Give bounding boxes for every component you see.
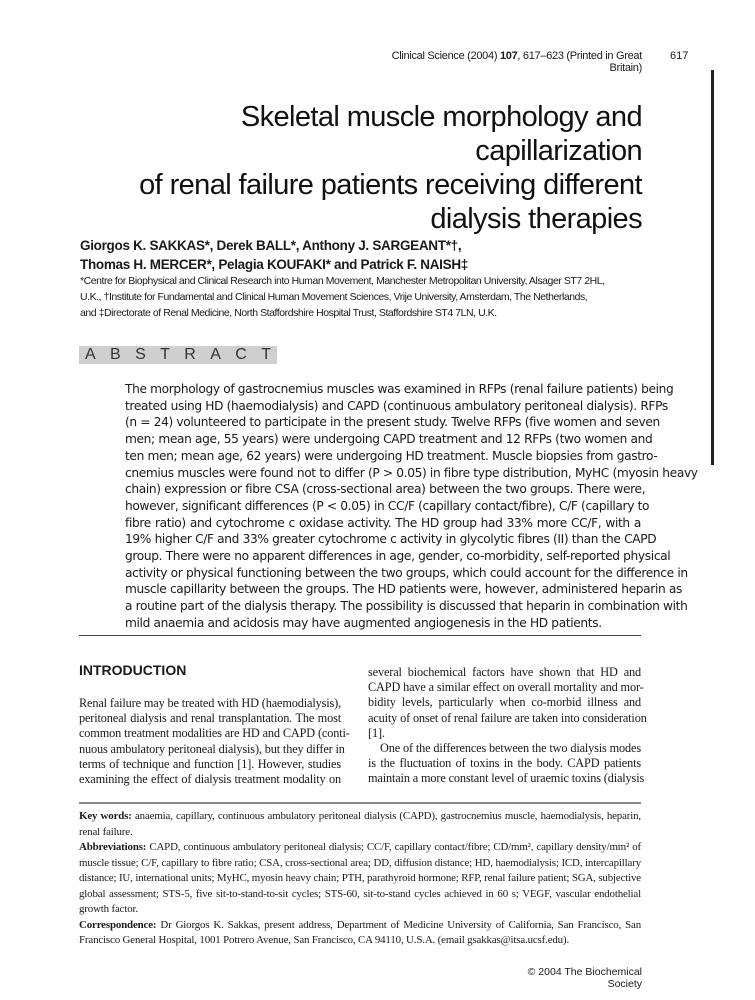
text-line: chain) expression or fibre CSA (cross-sectional area) between the two groups. There were, bbox=[125, 482, 646, 497]
keywords-label: Key words: bbox=[79, 810, 132, 822]
abstract-body bbox=[125, 381, 698, 632]
affiliations bbox=[80, 273, 640, 321]
text-line: mild anaemia and acidosis may have augmented angiogenesis in the HD patients. bbox=[125, 615, 602, 630]
text-line: activity or physical functioning between the two groups, which could account for the difference in bbox=[125, 565, 688, 580]
correspondence-text: Dr Giorgos K. Sakkas, present address, Department of Medicine University of California, San Francisco, San Francisco General Hospital, 1001 Potrero Avenue, San Francisco, CA 94110, U.S.A. (email gsakkas@itsa.ucsf.edu). bbox=[79, 918, 641, 946]
text-line: group. There were no apparent differences in age, gender, co-morbidity, self-reported physical bbox=[125, 549, 671, 564]
page-number: 617 bbox=[670, 50, 689, 62]
volume: 107 bbox=[499, 50, 518, 62]
text-line: nuous ambulatory peritoneal dialysis), but they differ in bbox=[79, 741, 345, 756]
section-heading: INTRODUCTION bbox=[79, 662, 187, 678]
margin-bar bbox=[711, 70, 714, 465]
abstract-letter: B bbox=[110, 346, 121, 363]
affiliation-line: U.K., †Institute for Fundamental and Clinical Human Movement Sciences, Vrije University, Amsterdam, The Netherlands, bbox=[80, 291, 588, 303]
abstract-letter: A bbox=[210, 346, 221, 363]
text-line: ten men; mean age, 62 years) were undergoing HD treatment. Muscle biopsies from gastro- bbox=[125, 448, 658, 463]
page-range: , 617–623 (Printed in Great Britain) bbox=[517, 50, 642, 74]
text-line: CAPD have a similar effect on overall mortality and mor- bbox=[368, 680, 644, 695]
text-line: cnemius muscles were found not to differ (P > 0.05) in fibre type distribution, MyHC (myosin heavy bbox=[125, 465, 698, 480]
affiliation-line: *Centre for Biophysical and Clinical Research into Human Movement, Manchester Metropolitan University, Alsager ST7 2HL, bbox=[80, 275, 605, 287]
text-line: maintain a more constant level of uraemic toxins (dialysis bbox=[368, 771, 645, 786]
abstract-letter: T bbox=[261, 346, 271, 363]
abbreviations-label: Abbreviations: bbox=[79, 841, 147, 853]
text-line: muscle capillarity between the groups. The HD patients were, however, administered heparin as bbox=[125, 582, 683, 597]
text-line: One of the differences between the two dialysis modes bbox=[380, 741, 641, 756]
text-line: several biochemical factors have shown that HD and bbox=[368, 665, 641, 679]
text-line: Renal failure may be treated with HD (haemodialysis), bbox=[79, 696, 341, 710]
abbreviations bbox=[79, 840, 641, 918]
title-line: of renal failure patients receiving different bbox=[139, 169, 642, 201]
author-line: Thomas H. MERCER*, Pelagia KOUFAKI* and Patrick F. NAISH‡ bbox=[80, 257, 468, 272]
abstract-letter: S bbox=[135, 346, 146, 363]
abstract-letter: T bbox=[160, 346, 170, 363]
abstract-letter: R bbox=[184, 346, 196, 363]
authors bbox=[80, 236, 468, 274]
text-line: fibre ratio) and cytochrome c oxidase activity. The HD group had 33% more CC/F, with a bbox=[125, 515, 641, 530]
text-line: examining the effect of dialysis treatment modality on bbox=[79, 772, 341, 787]
text-line: is the fluctuation of toxins in the body. CAPD patients bbox=[368, 756, 641, 771]
footnote-divider bbox=[79, 802, 641, 804]
journal-name: Clinical Science (2004) bbox=[391, 50, 498, 62]
text-line: terms of technique and function [1]. However, studies bbox=[79, 756, 341, 771]
keywords bbox=[79, 809, 641, 840]
correspondence bbox=[79, 918, 641, 949]
text-line: peritoneal dialysis and renal transplantation. The most bbox=[79, 711, 341, 726]
abstract-heading bbox=[79, 346, 277, 364]
author-line: Giorgos K. SAKKAS*, Derek BALL*, Anthony J. SARGEANT*†, bbox=[80, 238, 462, 253]
copyright: © 2004 The Biochemical Society bbox=[527, 966, 642, 990]
abbreviations-text: CAPD, continuous ambulatory peritoneal dialysis; CC/F, capillary contact/fibre; CD/mm², capillary density/mm² of muscle tissue; C/F, capillary to fibre ratio; CSA, cross-sectional area; DD, diffusion distance; HD, haemodialysis; ICD, intercapillary distance; IU, international units; MyHC, myosin heavy chain; PTH, parathyroid hormone; RFP, renal failure patient; SGA, subjective global assessment; STS-5, five sit-to-stand-to-sit cycles; STS-60, sit-to-stand cycles achieved in 60 s; VEGF, vascular endothelial growth factor. bbox=[79, 841, 642, 915]
title-line: Skeletal muscle morphology and capillarization bbox=[240, 101, 642, 167]
text-line: a routine part of the dialysis therapy. The possibility is discussed that heparin in combination with bbox=[125, 599, 688, 614]
title-line: dialysis therapies bbox=[430, 203, 642, 235]
text-line: The morphology of gastrocnemius muscles was examined in RFPs (renal failure patients) being bbox=[125, 382, 674, 396]
correspondence-label: Correspondence: bbox=[79, 918, 157, 931]
text-line: men; mean age, 55 years) were undergoing CAPD treatment and 12 RFPs (two women and bbox=[125, 432, 653, 447]
intro-left-column bbox=[79, 696, 350, 787]
text-line: bidity levels, particularly when co-morbid illness and bbox=[368, 695, 641, 710]
intro-right-column bbox=[368, 665, 647, 787]
text-line: (n = 24) volunteered to participate in the present study. Twelve RFPs (five women and seven bbox=[125, 415, 660, 430]
text-line: acuity of onset of renal failure are taken into consideration bbox=[368, 710, 647, 725]
keywords-text: anaemia, capillary, continuous ambulatory peritoneal dialysis (CAPD), gastrocnemius muscle, haemodialysis, heparin, renal failure. bbox=[79, 810, 641, 838]
article-title bbox=[80, 100, 642, 236]
divider bbox=[79, 635, 641, 636]
text-line: 19% higher C/F and 33% greater cytochrome c activity in glycolytic fibres (II) than the CAPD bbox=[125, 532, 657, 547]
text-line: common treatment modalities are HD and CAPD (conti- bbox=[79, 726, 350, 741]
abstract-letter: C bbox=[235, 346, 247, 363]
abstract-letter: A bbox=[85, 346, 96, 363]
footnotes bbox=[79, 809, 641, 949]
text-line: [1]. bbox=[368, 725, 385, 740]
running-header bbox=[380, 50, 642, 74]
text-line: treated using HD (haemodialysis) and CAPD (continuous ambulatory peritoneal dialysis). RFPs bbox=[125, 398, 668, 413]
affiliation-line: and ‡Directorate of Renal Medicine, North Staffordshire Hospital Trust, Staffordshire ST4 7LN, U.K. bbox=[80, 307, 497, 319]
text-line: however, significant differences (P < 0.05) in CC/F (capillary contact/fibre), C/F (capillary to bbox=[125, 498, 650, 513]
